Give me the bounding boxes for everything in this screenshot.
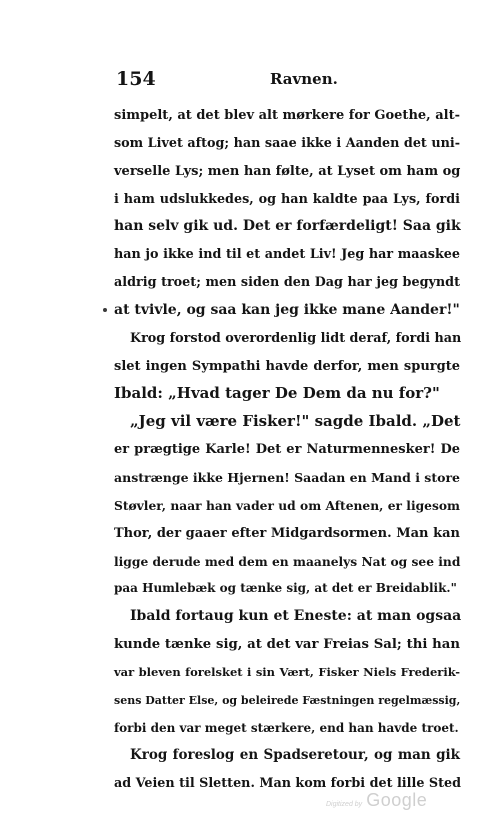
text-line: ad Veien til Sletten. Man kom forbi det lille Sted xyxy=(114,776,461,792)
text-line: var bleven forelsket i sin Vært, Fisker Niels Frederik- xyxy=(114,664,460,679)
text-line: Støvler, naar han vader ud om Aftenen, er ligesom xyxy=(114,497,460,513)
text-line: er prægtige Karle! Det er Naturmennesker! De xyxy=(114,442,460,458)
text-line: han jo ikke ind til et andet Liv! Jeg har maaskee xyxy=(114,247,460,263)
text-line: at tvivle, og saa kan jeg ikke mane Aander!" xyxy=(114,301,460,318)
text-line: i ham udslukkedes, og han kaldte paa Lys, fordi xyxy=(114,191,460,207)
text-line: Ibald: „Hvad tager De Dem da nu for?" xyxy=(114,384,440,403)
text-line: Krog forstod overordenlig lidt deraf, fordi han xyxy=(130,330,462,346)
text-line: Thor, der gaaer efter Midgardsormen. Man kan xyxy=(114,525,460,541)
body-text xyxy=(114,102,460,798)
text-line: Krog foreslog en Spadseretour, og man gik xyxy=(130,747,460,764)
text-line: sens Datter Else, og beleirede Fæstningen regelmæssig, xyxy=(114,693,461,707)
text-line: ligge derude med dem en maanelys Nat og see ind xyxy=(114,553,461,569)
margin-mark xyxy=(103,308,107,312)
text-line: forbi den var meget stærkere, end han havde troet. xyxy=(114,720,459,735)
text-line: kunde tænke sig, at det var Freias Sal; thi han xyxy=(114,637,460,653)
google-watermark xyxy=(326,790,427,811)
text-line: verselle Lys; men han følte, at Lyset om ham og xyxy=(114,163,461,179)
text-line: Ibald fortaug kun et Eneste: at man ogsaa xyxy=(130,608,462,625)
text-line: aldrig troet; men siden den Dag har jeg begyndt xyxy=(114,275,460,291)
text-line: slet ingen Sympathi havde derfor, men spurgte xyxy=(114,358,460,374)
text-line: simpelt, at det blev alt mørkere for Goethe, alt- xyxy=(114,108,460,123)
watermark-brand: Google xyxy=(366,790,428,810)
watermark-prefix: Digitized by xyxy=(326,801,363,808)
text-line: paa Humlebæk og tænke sig, at det er Breidablik." xyxy=(114,581,457,596)
text-line: „Jeg vil være Fisker!" sagde Ibald. „Det xyxy=(130,412,461,431)
text-line: han selv gik ud. Det er forfærdeligt! Saa gik xyxy=(114,218,461,235)
text-line: anstrænge ikke Hjernen! Saadan en Mand i store xyxy=(114,469,460,485)
running-title: Ravnen. xyxy=(270,70,338,88)
text-line: som Livet aftog; han saae ikke i Aanden det uni- xyxy=(114,135,460,151)
page-number: 154 xyxy=(116,68,156,90)
